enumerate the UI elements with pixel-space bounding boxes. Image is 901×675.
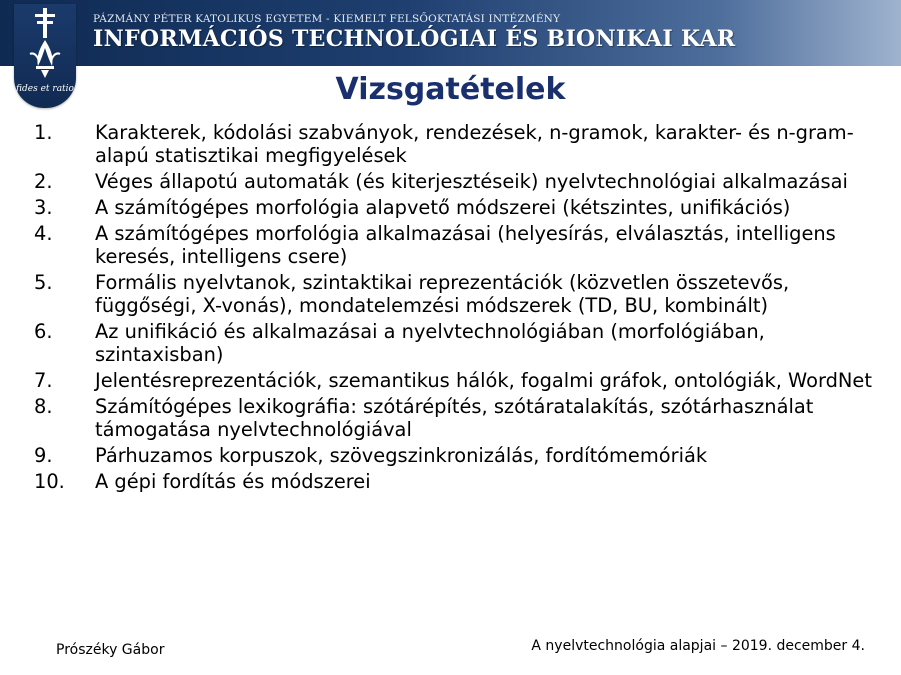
item-text: Párhuzamos korpuszok, szövegszinkronizálás, fordítómemóriák [95, 444, 708, 467]
item-text: Formális nyelvtanok, szintaktikai reprezentációk (közvetlen összetevős, függőségi, X-vonás), mondatelemzési módszerek (TD, BU, kombinált) [95, 271, 790, 317]
item-number: 4. [34, 222, 53, 245]
item-text: Karakterek, kódolási szabványok, rendezések, n-gramok, karakter- és n-gram-alapú statisztikai megfigyelések [95, 121, 854, 167]
item-text: Az unifikáció és alkalmazásai a nyelvtechnológiában (morfológiában, szintaxisban) [95, 320, 765, 366]
list-item [34, 320, 894, 366]
list-item [34, 271, 894, 317]
list-item [34, 196, 894, 219]
item-text: Véges állapotú automaták (és kiterjesztéseik) nyelvtechnológiai alkalmazásai [95, 170, 848, 193]
crest-motto: fides et ratio [16, 84, 74, 94]
item-text: A számítógépes morfológia alkalmazásai (helyesírás, elválasztás, intelligens keresés, intelligens csere) [95, 222, 836, 268]
footer-course: A nyelvtechnológia alapjai – 2019. december 4. [531, 638, 865, 654]
footer-author: Prószéky Gábor [56, 642, 165, 658]
item-number: 5. [34, 271, 53, 294]
item-text: Jelentésreprezentációk, szemantikus hálók, fogalmi gráfok, ontológiák, WordNet [95, 369, 872, 392]
list-item [34, 369, 894, 392]
item-number: 3. [34, 196, 53, 219]
item-text: A gépi fordítás és módszerei [95, 470, 371, 493]
item-number: 6. [34, 320, 53, 343]
list-item [34, 121, 894, 167]
list-item [34, 170, 894, 193]
list-item [34, 222, 894, 268]
item-number: 7. [34, 369, 53, 392]
slide-title: Vizsgatételek [335, 72, 566, 107]
list-item [34, 444, 894, 467]
university-name: PÁZMÁNY PÉTER KATOLIKUS EGYETEM - KIEMELT FELSŐOKTATÁSI INTÉZMÉNY [93, 13, 561, 25]
item-number: 2. [34, 170, 53, 193]
list-item [34, 395, 894, 441]
item-number: 8. [34, 395, 53, 418]
list-item [34, 470, 894, 493]
header-banner [0, 0, 901, 66]
item-number: 1. [34, 121, 53, 144]
item-text: A számítógépes morfológia alapvető módszerei (kétszintes, unifikációs) [95, 196, 791, 219]
item-number: 10. [34, 470, 65, 493]
faculty-name: INFORMÁCIÓS TECHNOLÓGIAI ÉS BIONIKAI KAR [93, 26, 736, 52]
item-text: Számítógépes lexikográfia: szótárépítés, szótáratalakítás, szótárhasználat támogatása nyelvtechnológiával [95, 395, 814, 441]
item-number: 9. [34, 444, 53, 467]
exam-topics-list [34, 121, 894, 496]
